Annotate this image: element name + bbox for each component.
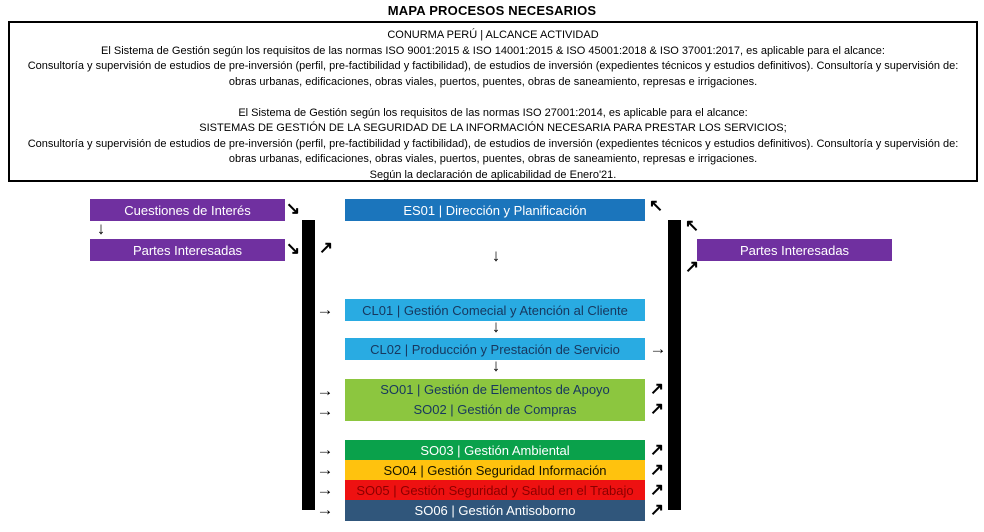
scope-line: Consultoría y supervisión de estudios de pre-inversión (perfil, pre-factibilidad y factibilidad), de estudios de inversión (expedientes técnicos y estudios definitivos). Consultoría y supervisión de: obras urbanas, edificaciones, obras viales, puertos, puentes, obras de saneamiento, represas e irrigaciones.: [27, 137, 959, 165]
arrow-up-right-icon: ↗: [649, 399, 665, 418]
box-cuestiones-de-interes: Cuestiones de Interés: [90, 199, 285, 221]
box-so02-label: SO02 | Gestión de Compras: [413, 402, 577, 417]
scope-statement-box: [8, 21, 978, 182]
arrow-down-icon: ↓: [491, 246, 501, 265]
arrow-right-icon: →: [316, 440, 334, 459]
scope-line: SISTEMAS DE GESTIÓN DE LA SEGURIDAD DE LA INFORMACIÓN NECESARIA PARA PRESTAR LOS SERVICIOS;: [199, 122, 787, 134]
scope-line: Consultoría y supervisión de estudios de pre-inversión (perfil, pre-factibilidad y factibilidad), de estudios de inversión (expedientes técnicos y estudios definitivos). Consultoría y supervisión de: obras urbanas, edificaciones, obras viales, puertos, puentes, obras de saneamiento, represas e irrigaciones.: [27, 60, 959, 88]
scope-line: El Sistema de Gestión según los requisitos de las normas ISO 9001:2015 & ISO 14001:2015 & ISO 45001:2018 & ISO 37001:2017, es aplicable para el alcance:: [101, 44, 885, 57]
box-so05-seguridad-salud-trabajo: SO05 | Gestión Seguridad y Salud en el Trabajo: [345, 480, 645, 500]
arrow-up-left-icon: ↖: [648, 196, 664, 215]
page-title: MAPA PROCESOS NECESARIOS: [387, 3, 597, 18]
arrow-up-right-icon: ↗: [649, 460, 665, 479]
scope-line-spacer: [20, 90, 966, 106]
arrow-right-icon: →: [316, 500, 334, 519]
arrow-right-icon: →: [316, 460, 334, 479]
box-partes-interesadas-left: Partes Interesadas: [90, 239, 285, 261]
arrow-down-right-icon: ↘: [285, 199, 301, 218]
arrow-up-right-icon: ↗: [649, 440, 665, 459]
box-es01-direccion-planificacion: ES01 | Dirección y Planificación: [345, 199, 645, 221]
box-so04-seguridad-informacion: SO04 | Gestión Seguridad Información: [345, 460, 645, 480]
arrow-up-right-icon: ↗: [318, 238, 334, 257]
box-cl02-produccion-prestacion: CL02 | Producción y Prestación de Servicio: [345, 338, 645, 360]
left-barrier-bar: [302, 220, 315, 510]
scope-line: CONURMA PERÚ | ALCANCE ACTIVIDAD: [387, 29, 599, 41]
arrow-down-right-icon: ↘: [285, 239, 301, 258]
arrow-down-icon: ↓: [491, 317, 501, 336]
arrow-right-icon: →: [316, 300, 334, 319]
arrow-down-icon: ↓: [491, 356, 501, 375]
right-barrier-bar: [668, 220, 681, 510]
arrow-right-icon: →: [649, 339, 667, 358]
box-so01-so02-apoyo-compras: [345, 379, 645, 421]
box-so03-gestion-ambiental: SO03 | Gestión Ambiental: [345, 440, 645, 460]
arrow-down-icon: ↓: [96, 219, 106, 238]
scope-line: Según la declaración de aplicabilidad de Enero'21.: [369, 168, 617, 181]
arrow-right-icon: →: [316, 480, 334, 499]
box-cl01-gestion-comercial: CL01 | Gestión Comecial y Atención al Cliente: [345, 299, 645, 321]
arrow-up-right-icon: ↗: [649, 480, 665, 499]
arrow-up-right-icon: ↗: [649, 500, 665, 519]
box-so01-label: SO01 | Gestión de Elementos de Apoyo: [380, 382, 610, 397]
box-partes-interesadas-right: Partes Interesadas: [697, 239, 892, 261]
arrow-right-icon: →: [316, 381, 334, 400]
scope-line: El Sistema de Gestión según los requisitos de las normas ISO 27001:2014, es aplicable para el alcance:: [238, 106, 748, 119]
arrow-right-icon: →: [316, 401, 334, 420]
box-so06-gestion-antisoborno: SO06 | Gestión Antisoborno: [345, 500, 645, 521]
arrow-up-right-icon: ↗: [684, 257, 700, 276]
arrow-up-left-icon: ↖: [684, 216, 700, 235]
arrow-up-right-icon: ↗: [649, 379, 665, 398]
